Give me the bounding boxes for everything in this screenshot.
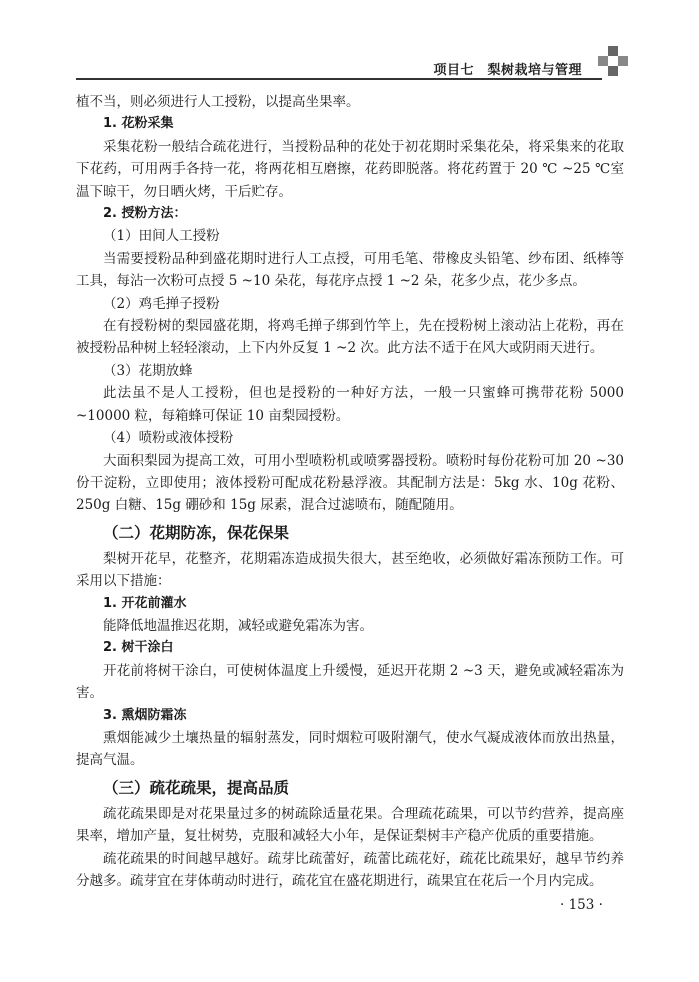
paragraph: 此法虽不是人工授粉，但也是授粉的一种好方法，一般一只蜜蜂可携带花粉 5000 ~10000 粒，每箱蜂可保证 10 亩梨园授粉。 — [76, 385, 624, 424]
subheading-smoke: 3. 熏烟防霜冻 — [103, 707, 187, 723]
paragraph: 植不当，则必须进行人工授粉，以提高坐果率。 — [76, 94, 360, 110]
paragraph: 大面积梨园为提高工效，可用小型喷粉机或喷雾器授粉。喷粉时每份花粉可加 20 ~30 份干淀粉，立即使用；液体授粉可配成花粉悬浮液。其配制方法是：5kg 水、10g 花粉、250g 白糖、15g 硼砂和 15g 尿素，混合过滤喷布，随配随用。 — [76, 452, 624, 514]
section-title-frost-protection: （二）花期防冻，保花保果 — [103, 523, 290, 542]
subheading-pollen-collection: 1. 花粉采集 — [103, 116, 174, 132]
paragraph: 熏烟能减少土壤热量的辐射蒸发，同时烟粒可吸附潮气，使水气凝成液体而放出热量，提高气温。 — [76, 729, 624, 769]
page-body — [76, 91, 624, 892]
paragraph: 开花前将树干涂白，可使树体温度上升缓慢，延迟开花期 2 ~3 天，避免或减轻霜冻为害。 — [76, 662, 624, 702]
section-title-thinning: （三）疏花疏果，提高品质 — [103, 778, 290, 797]
paragraph: 能降低地温推迟花期，减轻或避免霜冻为害。 — [103, 617, 373, 634]
page-number: · 153 · — [560, 897, 603, 913]
subheading-pollination-methods: 2. 授粉方法： — [103, 206, 187, 222]
header-title: 项目七 梨树栽培与管理 — [433, 63, 582, 78]
running-header — [76, 48, 622, 86]
decorative-squares-icon — [598, 46, 628, 76]
header-rule — [76, 78, 602, 80]
method-heading-bees: （3）花期放蜂 — [103, 362, 193, 379]
method-heading-field-hand-pollination: （1）田间人工授粉 — [103, 228, 220, 245]
paragraph: 疏花疏果的时间越早越好。疏芽比疏蕾好，疏蕾比疏花好，疏花比疏果好，越早节约养分越多。疏芽宜在芽体萌动时进行，疏花宜在盛花期进行，疏果宜在花后一个月内完成。 — [76, 850, 624, 889]
method-heading-spray: （4）喷粉或液体授粉 — [103, 430, 234, 447]
paragraph: 疏花疏果即是对花果量过多的树疏除适量花果。合理疏花疏果，可以节约营养，提高座果率，增加产量，复壮树势，克服和减轻大小年，是保证梨树丰产稳产优质的重要措施。 — [76, 805, 624, 845]
paragraph: 采集花粉一般结合疏花进行，当授粉品种的花处于初花期时采集花朵，将采集来的花取下花药，可用两手各持一花，将两花相互磨擦，花药即脱落。将花药置于 20 ℃ ~25 ℃室温下晾干，勿日晒火烤，干后贮存。 — [76, 138, 624, 200]
paragraph: 在有授粉树的梨园盛花期，将鸡毛掸子绑到竹竿上，先在授粉树上滚动沾上花粉，再在被授粉品种树上轻轻滚动，上下内外反复 1 ~2 次。此方法不适于在风大或阴雨天进行。 — [76, 318, 624, 357]
method-heading-feather-duster: （2）鸡毛掸子授粉 — [103, 295, 220, 312]
paragraph: 梨树开花早，花整齐，花期霜冻造成损失很大，甚至绝收，必须做好霜冻预防工作。可采用以下措施： — [76, 550, 624, 590]
subheading-whitewash: 2. 树干涂白 — [103, 640, 174, 656]
subheading-irrigation: 1. 开花前灌水 — [103, 595, 187, 611]
paragraph: 当需要授粉品种到盛花期时进行人工点授，可用毛笔、带橡皮头铅笔、纱布团、纸棒等工具，每沾一次粉可点授 5 ~10 朵花，每花序点授 1 ~2 朵，花多少点，花少多点。 — [76, 250, 624, 290]
